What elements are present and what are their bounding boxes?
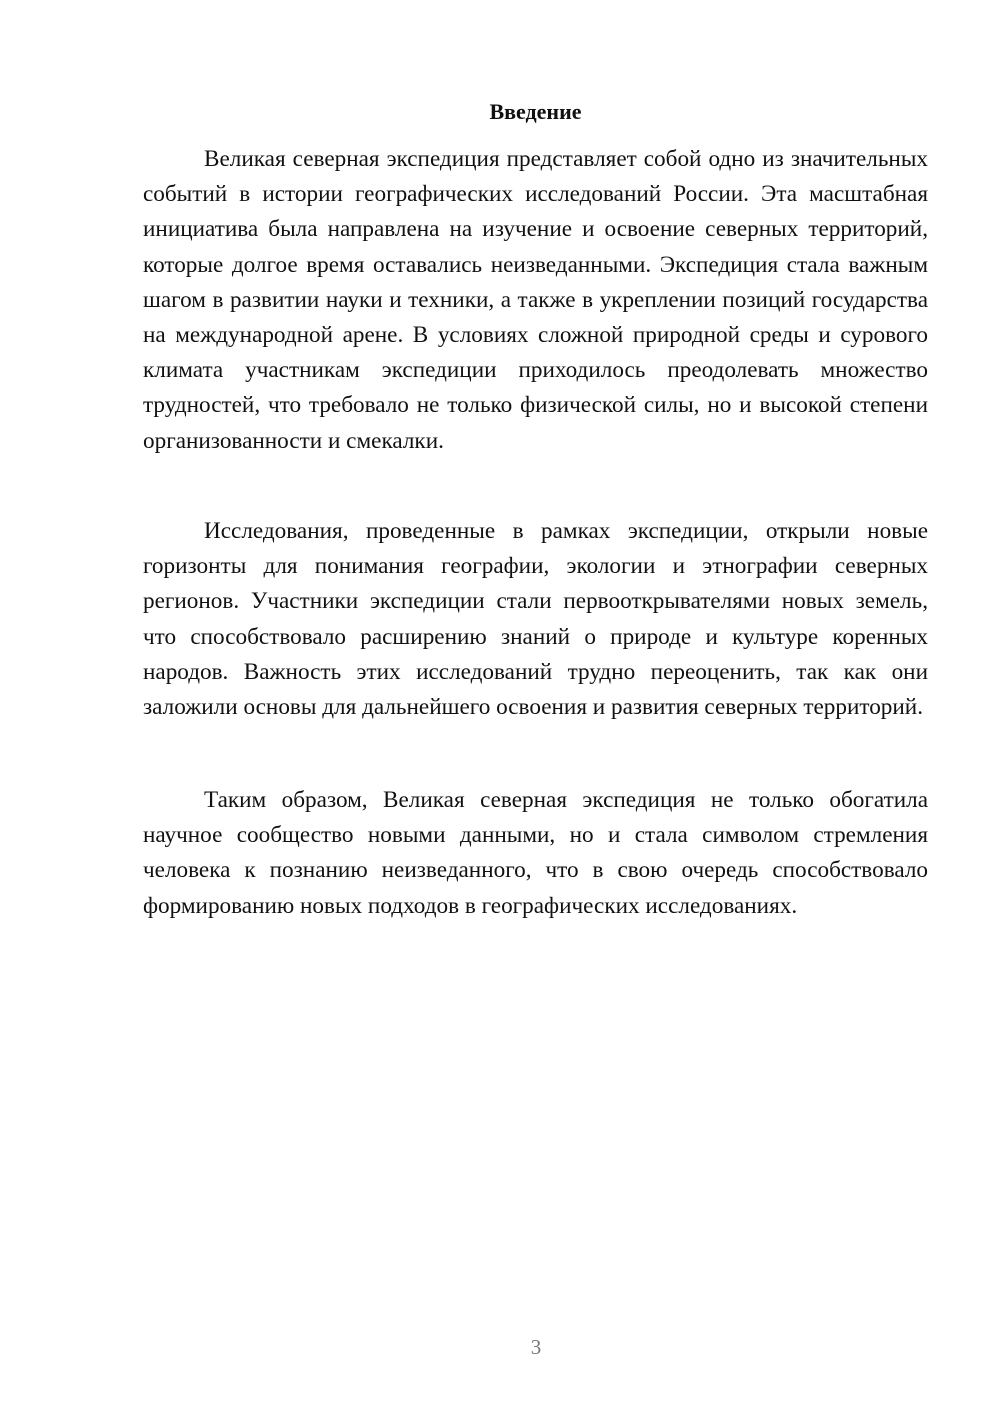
page-title: Введение [489,99,582,124]
paragraph-1: Великая северная экспедиция представляет собой одно из значительных событий в истории географических исследований России. Эта масштабная инициатива была направлена на изучение и освоение северных территорий, которые долгое время оставались неизведанными. Экспедиция стала важным шагом в развитии науки и техники, а также в укреплении позиций государства на международной арене. В условиях сложной природной среды и сурового климата участникам экспедиции приходилось преодолевать множество трудностей, что требовало не только физической силы, но и высокой степени организованности и смекалки. [143,146,928,454]
page-number: 3 [530,1335,542,1359]
paragraph-2: Исследования, проведенные в рамках экспедиции, открыли новые горизонты для понимания географии, экологии и этнографии северных регионов. Участники экспедиции стали первооткрывателями новых земель, что способствовало расширению знаний о природе и культуре коренных народов. Важность этих исследований трудно переоценить, так как они заложили основы для дальнейшего освоения и развития северных территорий. [143,518,928,721]
paragraph-3: Таким образом, Великая северная экспедиция не только обогатила научное сообщество новыми данными, но и стала символом стремления человека к познанию неизведанного, что в свою очередь способствовало формированию новых подходов в географических исследованиях. [143,787,928,919]
